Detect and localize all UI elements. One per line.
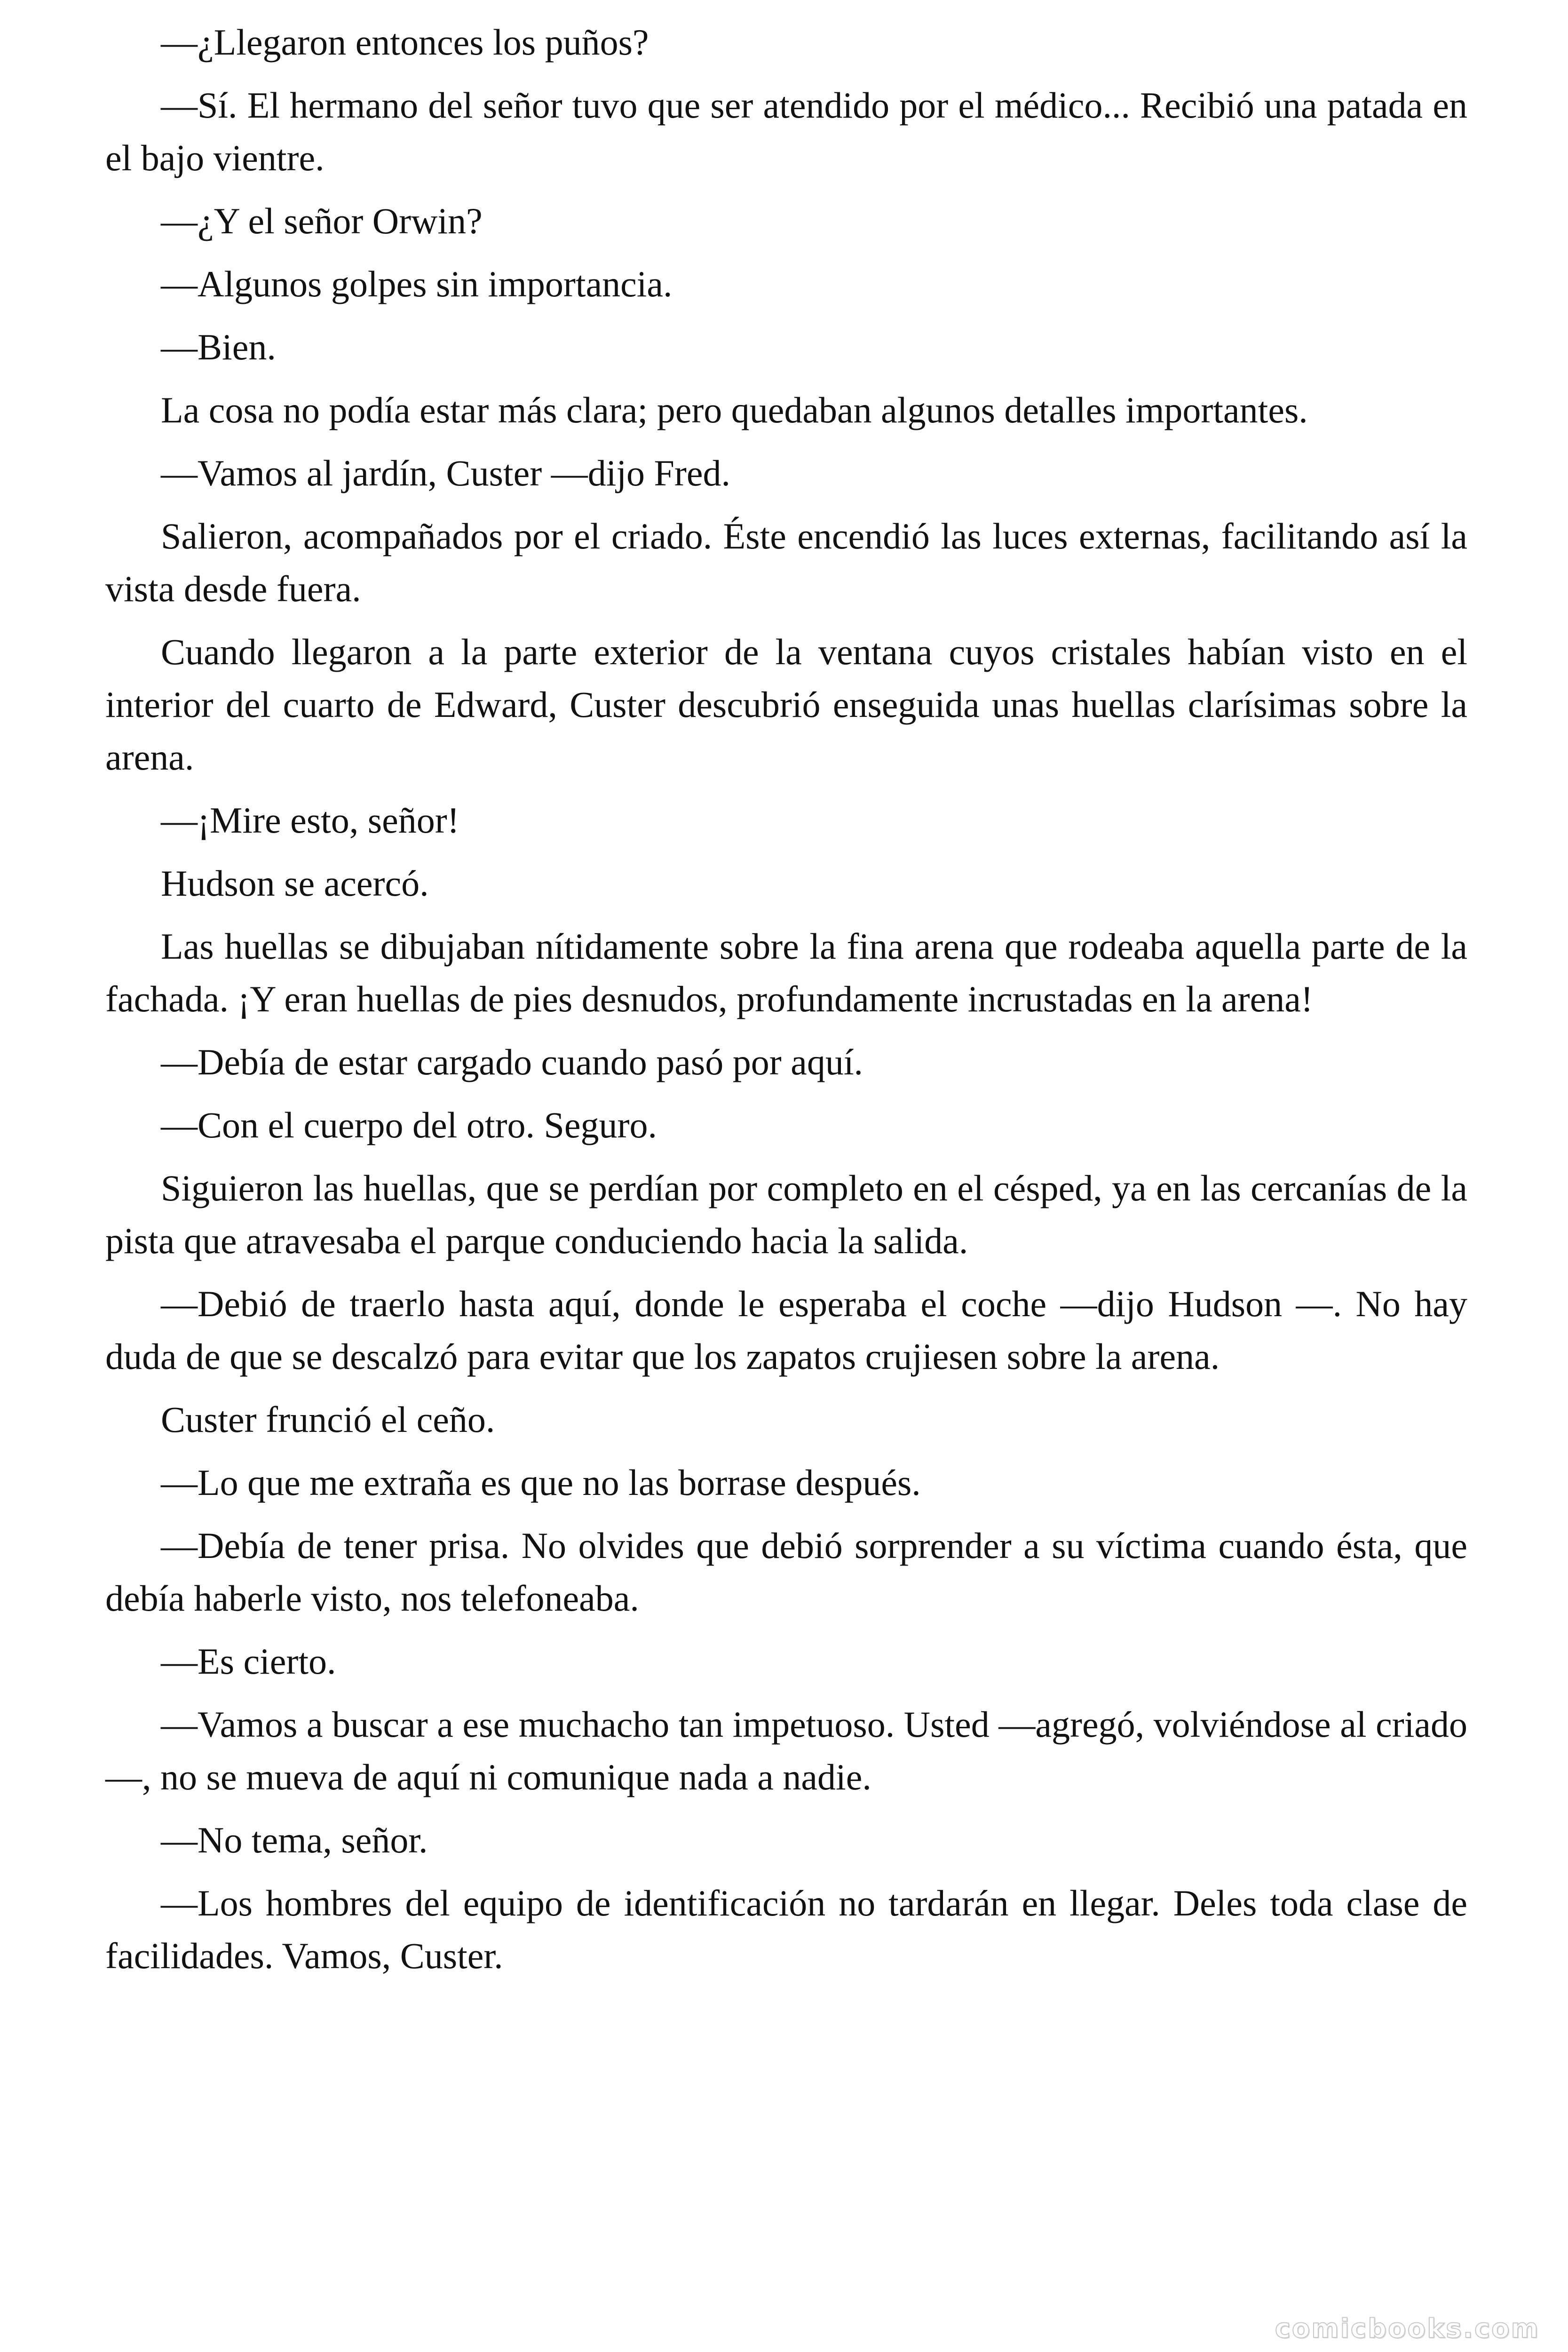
paragraph: —No tema, señor. <box>161 1820 428 1860</box>
paragraph: Hudson se acercó. <box>161 863 429 904</box>
page-text <box>105 16 1467 1993</box>
paragraph: —Debió de traerlo hasta aquí, donde le esperaba el coche —dijo Hudson —. No hay duda de que se descalzó para evitar que los zapatos crujiesen sobre la arena. <box>105 1283 1467 1377</box>
paragraph: —¡Mire esto, señor! <box>161 800 459 841</box>
paragraph: Las huellas se dibujaban nítidamente sobre la fina arena que rodeaba aquella parte de la fachada. ¡Y eran huellas de pies desnudos, profundamente incrustadas en la arena! <box>105 926 1467 1019</box>
paragraph: —Algunos golpes sin importancia. <box>161 263 673 304</box>
paragraph: —Los hombres del equipo de identificación no tardarán en llegar. Deles toda clase de facilidades. Vamos, Custer. <box>105 1883 1467 1976</box>
paragraph: —Bien. <box>161 326 276 367</box>
paragraph: —Es cierto. <box>161 1641 336 1682</box>
paragraph: Siguieron las huellas, que se perdían por completo en el césped, ya en las cercanías de la pista que atravesaba el parque conduciendo hacia la salida. <box>105 1168 1467 1261</box>
paragraph: —Vamos a buscar a ese muchacho tan impetuoso. Usted —agregó, volviéndose al criado—, no se mueva de aquí ni comunique nada a nadie. <box>105 1704 1467 1797</box>
paragraph: —Sí. El hermano del señor tuvo que ser atendido por el médico... Recibió una patada en el bajo vientre. <box>105 85 1467 178</box>
paragraph: Salieron, acompañados por el criado. Éste encendió las luces externas, facilitando así la vista desde fuera. <box>105 516 1467 609</box>
paragraph: —Con el cuerpo del otro. Seguro. <box>161 1104 657 1145</box>
paragraph: La cosa no podía estar más clara; pero quedaban algunos detalles importantes. <box>161 389 1308 430</box>
paragraph: —¿Llegaron entonces los puños? <box>161 22 649 63</box>
paragraph: —Debía de tener prisa. No olvides que debió sorprender a su víctima cuando ésta, que debía haberle visto, nos telefoneaba. <box>105 1525 1467 1619</box>
paragraph: —¿Y el señor Orwin? <box>161 200 483 241</box>
paragraph: —Lo que me extraña es que no las borrase después. <box>161 1462 921 1503</box>
paragraph: —Vamos al jardín, Custer —dijo Fred. <box>161 453 731 493</box>
paragraph: Custer frunció el ceño. <box>161 1399 495 1440</box>
paragraph: Cuando llegaron a la parte exterior de la ventana cuyos cristales habían visto en el interior del cuarto de Edward, Custer descubrió enseguida unas huellas clarísimas sobre la arena. <box>105 631 1467 778</box>
paragraph: —Debía de estar cargado cuando pasó por aquí. <box>161 1041 863 1082</box>
watermark: comicbooks.com <box>1275 2313 1540 2344</box>
